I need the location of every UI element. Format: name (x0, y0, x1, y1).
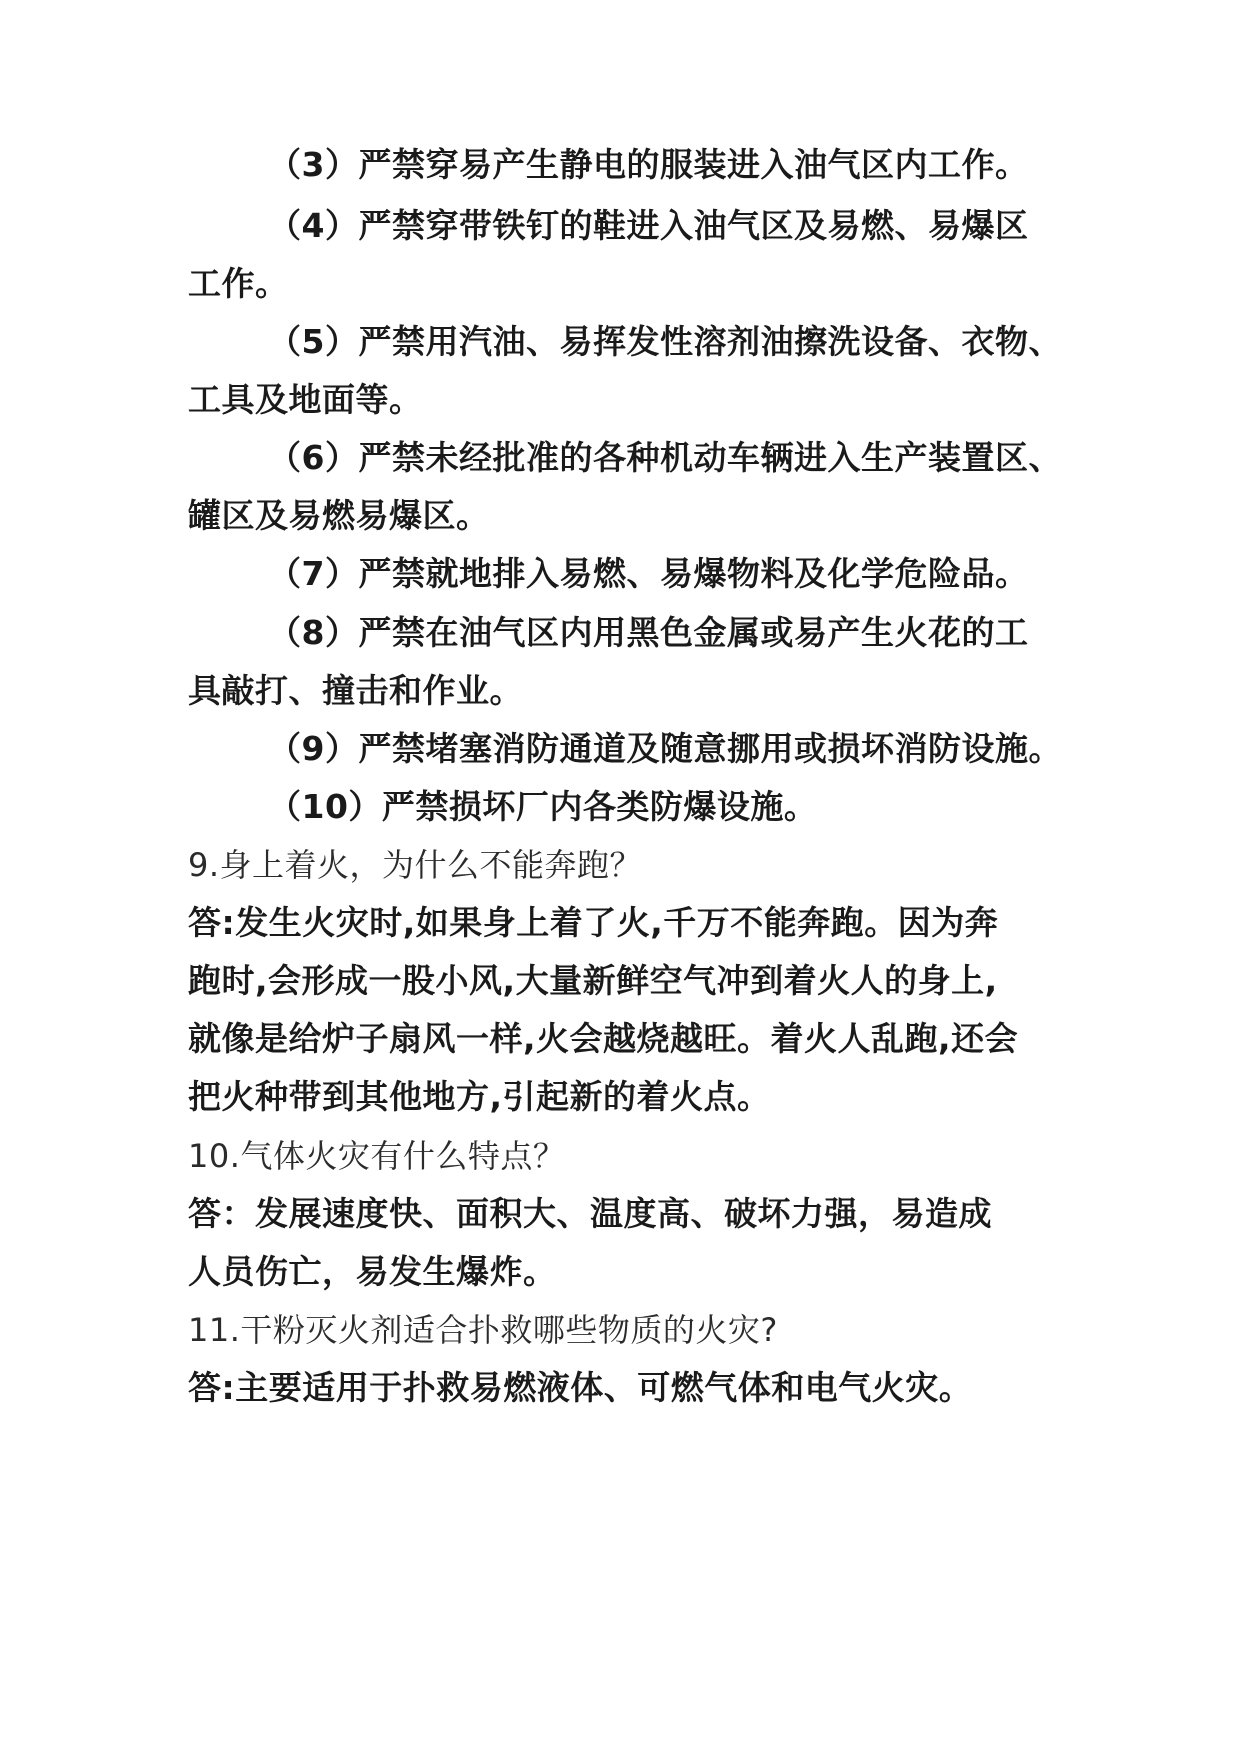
rule-item-9: （9）严禁堵塞消防通道及随意挪用或损坏消防设施。 (268, 729, 1062, 768)
question-9: 9.身上着火，为什么不能奔跑？ (188, 846, 643, 884)
rule-item-8-line-2: 具敲打、撞击和作业。 (188, 671, 523, 710)
rule-item-5-line-1: （5）严禁用汽油、易挥发性溶剂油擦洗设备、衣物、 (268, 322, 1062, 361)
answer-9-line-3: 就像是给炉子扇风一样,火会越烧越旺。着火人乱跑,还会 (188, 1019, 1019, 1058)
answer-10-line-2: 人员伤亡，易发生爆炸。 (188, 1252, 557, 1291)
rule-item-5-line-2: 工具及地面等。 (188, 380, 423, 419)
rule-item-4-line-2: 工作。 (188, 264, 289, 303)
rule-item-8-line-1: （8）严禁在油气区内用黑色金属或易产生火花的工 (268, 613, 1029, 652)
rule-item-6-line-2: 罐区及易燃易爆区。 (188, 496, 490, 535)
rule-item-3: （3）严禁穿易产生静电的服装进入油气区内工作。 (268, 145, 1029, 184)
answer-11: 答:主要适用于扑救易燃液体、可燃气体和电气火灾。 (188, 1368, 973, 1407)
question-11: 11.干粉灭火剂适合扑救哪些物质的火灾? (188, 1311, 778, 1349)
answer-9-line-2: 跑时,会形成一股小风,大量新鲜空气冲到着火人的身上, (188, 961, 998, 1000)
answer-10-line-1: 答：发展速度快、面积大、温度高、破坏力强，易造成 (188, 1194, 992, 1233)
rule-item-4-line-1: （4）严禁穿带铁钉的鞋进入油气区及易燃、易爆区 (268, 206, 1029, 245)
rule-item-7: （7）严禁就地排入易燃、易爆物料及化学危险品。 (268, 554, 1029, 593)
question-10: 10.气体火灾有什么特点？ (188, 1137, 566, 1175)
rule-item-10: （10）严禁损坏厂内各类防爆设施。 (268, 787, 818, 826)
answer-9-line-4: 把火种带到其他地方,引起新的着火点。 (188, 1077, 771, 1116)
answer-9-line-1: 答:发生火灾时,如果身上着了火,千万不能奔跑。因为奔 (188, 903, 999, 942)
rule-item-6-line-1: （6）严禁未经批准的各种机动车辆进入生产装置区、 (268, 438, 1062, 477)
